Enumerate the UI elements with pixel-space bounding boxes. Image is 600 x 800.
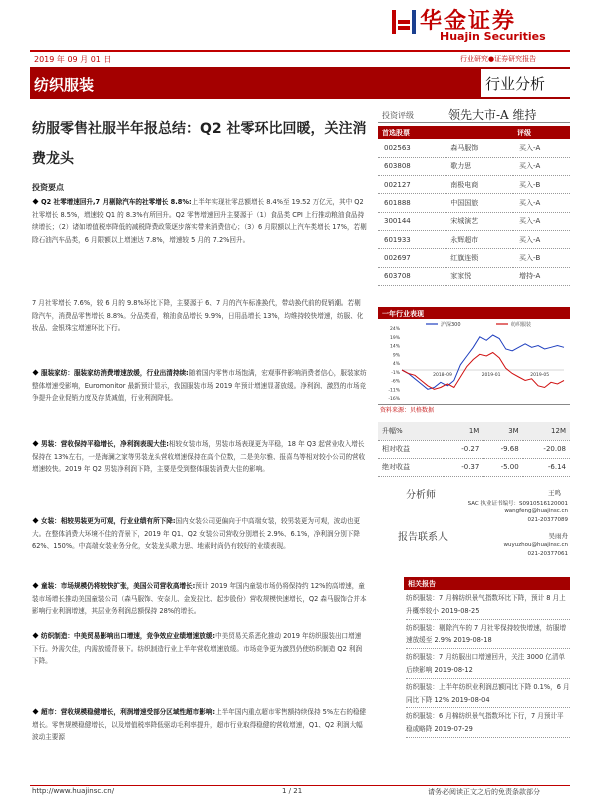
bullet-icon — [33, 633, 39, 639]
stock-code: 603708 — [378, 267, 446, 285]
x-tick-label: 2018-09 — [433, 373, 452, 378]
y-tick-label: 24% — [389, 327, 400, 332]
logo-text: 华金证券 — [420, 8, 517, 34]
analyst-phone: 021-20377089 — [527, 517, 568, 523]
stock-code: 601933 — [378, 230, 446, 248]
table-row — [378, 458, 570, 476]
stock-name: 南极电商 — [446, 176, 513, 194]
header-divider — [30, 50, 570, 52]
column-header: 12M — [523, 422, 570, 440]
x-tick-label: 2019-01 — [481, 373, 501, 378]
table-row — [378, 194, 570, 212]
y-tick-label: -16% — [388, 397, 400, 402]
table-cell: -5.00 — [483, 458, 522, 476]
logo-subtext: Huajin Securities — [440, 30, 546, 43]
column-header: 升幅% — [378, 422, 444, 440]
paragraph: 7 月社零增长 7.6%，较 6 月的 9.8%环比下降，主要源于 6、7 月的汽车标准换代，带动换代前的促销潮。若剔除汽车，消费品零售增长 8.8%。分品类看，粮油食品增长 9.9%，日用品增长 13%，均维持较快增速，纺服、化妆品、金银珠宝增速环比下行。 — [32, 299, 364, 333]
stock-rating: 买入-B — [513, 249, 570, 267]
paragraph: 女装：相较男装更为可观，行业业绩有所下降:国内女装公司更偏向于中高端女装，较男装更为可观，波动也更大。在整体消费大环境不佳的背景下，2019 年 Q1、Q2 女装公司营收分别增长 2.9%、6.1%，净利润分别下降 62%、150%。中高端女装业务分化，女装龙头歌力思、地素时尚仍有较好的业绩表现。 — [32, 517, 361, 551]
stock-rating: 买入-A — [513, 194, 570, 212]
disclaimer-note: 请务必阅读正文之后的免责条款部分 — [428, 788, 540, 796]
y-tick-label: 19% — [389, 335, 400, 341]
stock-code: 603808 — [378, 157, 446, 175]
y-tick-label: 14% — [389, 344, 400, 350]
chart-source: 资料来源：贝格数据 — [380, 407, 435, 414]
paragraph: 服装家纺：服装家纺消费增速放缓，行业出清持续:随着国内零售市场饱满，宏观事件影响消费者信心，服装家纺整体增速受影响，Euromonitor 最新预计显示，我国服装市场 2019 年预计增速显著放缓。净利润、激烈的市场竞争提升企业促销力度及存货减值，行业利润降低。 — [32, 369, 367, 403]
row-label: 相对收益 — [378, 440, 444, 458]
report-type: 行业分析 — [485, 75, 546, 93]
related-report-link[interactable]: 纺织服装：7 月棉纺织景气指数环比下降，预计 8 月上升概率较小 2019-08-25 — [406, 592, 570, 620]
related-report-link[interactable]: 纺织服装：剔除汽车的 7 月社零保持较快增速，纺服增速放缓至 2.9% 2019-08-18 — [406, 622, 570, 650]
bullet-icon — [33, 370, 39, 376]
related-list — [406, 592, 570, 740]
report-category: 行业研究●证券研究报告 — [460, 55, 537, 63]
report-title: 纺服零售社服半年报总结：Q2 社零环比回暖，关注消费龙头 — [32, 121, 367, 167]
stock-code: 300144 — [378, 212, 446, 230]
key-points-heading: 投资要点 — [32, 183, 64, 192]
rating-label: 投资评级 — [382, 111, 414, 120]
stock-name: 家家悦 — [446, 267, 513, 285]
paragraph: 超市：营收规模稳健增长，利润增速受部分区域性超市影响:上半年国内重点超市零售额持续保持 5%左右的稳健增长。零售规模稳健增长，以及增值税率降低驱动毛利率提升，超市行业取得稳健的营收增速，Q1、Q2 利润大幅波动主要源 — [32, 708, 367, 742]
column-header: 3M — [483, 422, 522, 440]
footer-url[interactable]: http://www.huajinsc.cn/ — [32, 787, 115, 795]
bullet-icon — [33, 518, 39, 524]
column-header: 1M — [444, 422, 483, 440]
stock-name: 永辉超市 — [446, 230, 513, 248]
x-tick-label: 2019-05 — [530, 373, 550, 378]
logo-mark-icon — [392, 6, 416, 38]
related-title: 相关报告 — [408, 580, 436, 588]
related-report-link[interactable]: 纺织服装：上半年纺织业利润总额同比下降 0.1%，6 月同比下降 12% 2019-08-04 — [406, 681, 570, 709]
analyst-email: wangfeng@huajinsc.cn — [504, 508, 568, 514]
stock-name: 宋城演艺 — [446, 212, 513, 230]
table-row — [378, 176, 570, 194]
contact-phone: 021-20377061 — [527, 551, 568, 557]
table-row — [378, 139, 570, 157]
series-line — [402, 335, 564, 389]
stock-rating: 增持-A — [513, 267, 570, 285]
contact-name: 吴雨舟 — [548, 532, 568, 540]
performance-chart — [378, 320, 570, 402]
stock-code: 002563 — [378, 139, 446, 157]
stock-name: 中国国旅 — [446, 194, 513, 212]
stock-rating: 买入-A — [513, 157, 570, 175]
table-row — [378, 249, 570, 267]
stock-rating: 买入-A — [513, 139, 570, 157]
column-header: 首选股票 — [378, 126, 446, 139]
table-cell: -6.14 — [523, 458, 570, 476]
stock-rating: 买入-A — [513, 212, 570, 230]
bullet-icon — [33, 583, 39, 589]
stock-code: 601888 — [378, 194, 446, 212]
analyst-name: 王鸣 — [548, 489, 561, 497]
report-date: 2019 年 09 月 01 日 — [34, 55, 112, 64]
rating-value: 领先大市-A 维持 — [448, 108, 537, 122]
table-row — [378, 440, 570, 458]
y-tick-label: 4% — [392, 362, 400, 367]
paragraph: 纺织制造：中美贸易影响出口增速，竞争效应业绩增速放缓:中美贸易关系恶化推动 2019 年纺织服装出口增速下行。外需欠佳，内需放缓背景下。纺织制造行业上半年营收增速放缓。市场竞争更为激烈仍使纺织制造 Q2 利润下降。 — [32, 632, 363, 666]
series-line — [402, 353, 564, 390]
stock-rating: 买入-B — [513, 176, 570, 194]
table-row — [378, 267, 570, 285]
stock-rating: 买入-A — [513, 230, 570, 248]
table-cell: -0.27 — [444, 440, 483, 458]
bullet-icon — [33, 199, 39, 205]
stock-name: 歌力思 — [446, 157, 513, 175]
legend-label: 纺织服装 — [511, 322, 532, 328]
table-cell: -0.37 — [444, 458, 483, 476]
table-row — [378, 230, 570, 248]
contact-email: wuyuzhou@huajinsc.cn — [503, 542, 568, 548]
related-report-link[interactable]: 纺织服装：6 月棉纺织景气指数环比下行，7 月预计平稳或略降 2019-07-29 — [406, 710, 570, 738]
table-header-row — [378, 422, 570, 440]
stock-name: 森马服饰 — [446, 139, 513, 157]
paragraph: Q2 社零增速回升,7 月剔除汽车的社零增长 8.8%:上半年实现社零总额增长 8.4%至 19.52 万亿元，其中 Q2 社零增长 8.5%，增速较 Q1 的 8.3%有所回升。Q2 零售增速回升主要源于（1）食品类 CPI 上行推动粮油食品持续增长；（2）诸如增值税率降低的减税降费政策逐步落实带来消费信心；（3）6 月限额以上汽车类增长 17%，若剔除石油汽车品类，6 月限额以上增速达 7.8%，增速较 5 月的 7.2%回升。 — [32, 198, 367, 244]
y-tick-label: 9% — [392, 353, 400, 359]
rating-divider — [378, 122, 570, 123]
table-cell: -20.08 — [523, 440, 570, 458]
page-number: 1 / 21 — [282, 787, 303, 795]
stock-name: 红旗连锁 — [446, 249, 513, 267]
performance-table — [378, 422, 570, 477]
footer-divider — [30, 785, 570, 786]
section-title: 纺织服装 — [34, 76, 95, 94]
legend-label: 沪深300 — [441, 322, 461, 328]
bullet-icon — [33, 709, 39, 715]
analyst-label: 分析师 — [406, 490, 436, 501]
row-label: 绝对收益 — [378, 458, 444, 476]
analyst-cert: SAC 执业证书编号：S0910516120001 — [467, 501, 568, 507]
chart-title: 一年行业表现 — [382, 310, 424, 318]
column-header: 评级 — [513, 126, 570, 139]
y-tick-label: -11% — [388, 388, 400, 394]
table-row — [378, 212, 570, 230]
y-tick-label: -1% — [391, 370, 400, 376]
column-header — [446, 126, 513, 139]
paragraph: 男装：营收保持平稳增长，净利润表现大佳:相较女装市场，男装市场表现更为平稳，18 年 Q3 起营业收入增长保持在 13%左右，一是海澜之家等男装龙头营收增速保持在高个位数，二是美尔雅、报喜鸟等相对较小公司的营收增速较快。2019 年 Q2 男装净利润下降，主要是受到整体服装消费大佳的影响。 — [32, 440, 366, 474]
stock-table — [378, 126, 570, 286]
paragraph: 童装：市场规模仍将较快扩张，美国公司营收高增长:预计 2019 年国内童装市场仍将保持约 12%的高增速，童装市场增长推动美国童装公司（森马服饰、安奈儿、金发拉比、起步股份）营收规模快速增长，Q2 森马服饰合并本影响行业利润增速，其层业务利润总额保持 28%的增长。 — [32, 582, 367, 616]
table-header-row — [378, 126, 570, 139]
stock-code: 002697 — [378, 249, 446, 267]
y-tick-label: -6% — [391, 379, 400, 385]
table-cell: -9.68 — [483, 440, 522, 458]
bullet-icon — [33, 441, 39, 447]
contact-label: 报告联系人 — [398, 532, 448, 543]
stock-code: 002127 — [378, 176, 446, 194]
table-row — [378, 157, 570, 175]
related-report-link[interactable]: 纺织服装：7 月纺服出口增速回升，关注 3000 亿清单后续影响 2019-08-12 — [406, 651, 570, 679]
